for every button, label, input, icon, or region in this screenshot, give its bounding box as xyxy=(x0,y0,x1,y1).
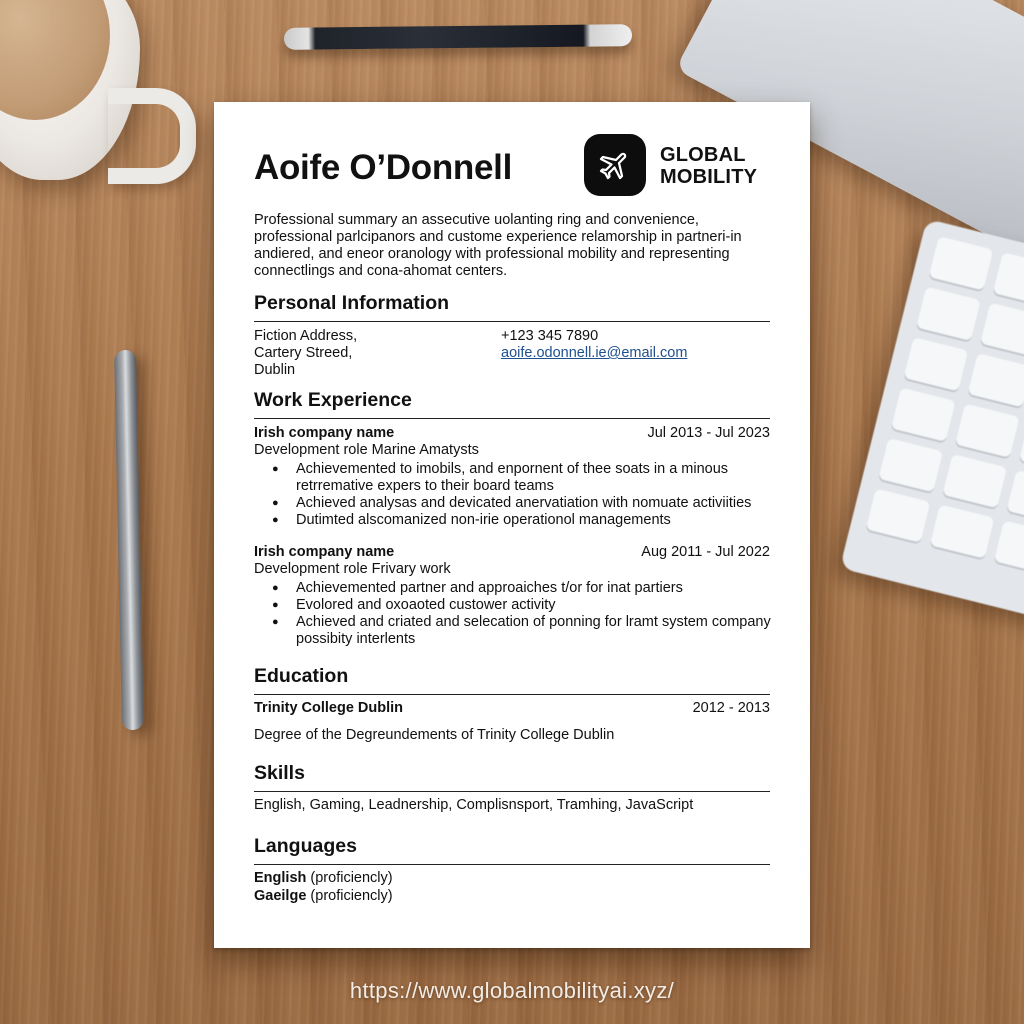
logo-wordmark xyxy=(660,144,757,188)
silver-pen xyxy=(114,350,144,730)
keyboard-key xyxy=(980,303,1024,357)
address-block xyxy=(254,328,357,379)
keyboard-key xyxy=(993,252,1024,306)
footer-url: https://www.globalmobilityai.xyz/ xyxy=(349,978,675,1003)
logo-line-2: MOBILITY xyxy=(660,166,758,188)
section-title-work: Work Experience xyxy=(254,389,770,419)
list-item: ● Achieved analysas and devicated anervatiation with nomuate activiities xyxy=(254,495,774,512)
language-name: English xyxy=(254,870,307,886)
keyboard-key xyxy=(866,488,930,542)
keyboard-key xyxy=(929,236,993,290)
email-link[interactable]: aoife.odonnell.ie@email.com xyxy=(501,345,688,361)
language-item xyxy=(254,870,393,887)
keyboard-key xyxy=(994,520,1024,574)
language-name: Gaeilge xyxy=(254,888,307,904)
candidate-name: Aoife O’Donnell xyxy=(254,148,513,187)
list-item: ● Achievemented partner and approaiches t/or for inat partiers xyxy=(254,580,774,597)
keyboard-key xyxy=(904,337,968,391)
resume-sheet xyxy=(214,102,810,948)
list-item: ● Achievemented to imobils, and enpornent of thee soats in a minous retrremative expers to their board teams xyxy=(254,461,774,495)
phone-number: +123 345 7890 xyxy=(501,328,599,344)
keyboard-key xyxy=(1007,470,1024,524)
job-role: Development role Marine Amatysts xyxy=(254,442,479,458)
black-pen xyxy=(284,24,632,50)
section-title-personal: Personal Information xyxy=(254,292,770,322)
job-company: Irish company name xyxy=(254,425,395,441)
professional-summary: Professional summary an assecutive uolanting ring and convenience, professional parlcipanors and custome experience relamorship in partneri-in andiered, and eneor oranology with professional mobility and representing connectlings and cona-ahomat centers. xyxy=(254,212,742,279)
address-line: Fiction Address, xyxy=(254,328,358,344)
keyboard-key xyxy=(891,388,955,442)
language-level: (proficiencly) xyxy=(310,888,393,904)
school-name: Trinity College Dublin xyxy=(254,700,404,716)
address-line: Dublin xyxy=(254,362,296,378)
section-title-education: Education xyxy=(254,665,770,695)
mug-handle xyxy=(108,88,196,184)
keyboard-key xyxy=(1019,419,1024,473)
job-dates: Aug 2011 - Jul 2022 xyxy=(641,544,770,560)
contact-block xyxy=(501,328,687,362)
keyboard xyxy=(840,219,1024,622)
logo-badge xyxy=(584,134,646,196)
degree-name: Degree of the Degreundements of Trinity College Dublin xyxy=(254,727,615,743)
list-item: ● Achieved and criated and selecation of ponning for lramt system company possibity interlents xyxy=(254,614,774,648)
language-level: (proficiencly) xyxy=(310,870,393,886)
keyboard-key xyxy=(878,438,942,492)
keyboard-key xyxy=(968,353,1024,407)
section-title-languages: Languages xyxy=(254,835,770,865)
job-bullets xyxy=(254,461,774,529)
skills-list: English, Gaming, Leadnership, Complisnsport, Tramhing, JavaScript xyxy=(254,797,694,813)
list-item: ● Dutimted alscomanized non-irie operationol managements xyxy=(254,512,774,529)
job-bullets xyxy=(254,580,774,648)
job-company: Irish company name xyxy=(254,544,395,560)
address-line: Cartery Streed, xyxy=(254,345,353,361)
language-item xyxy=(254,888,393,905)
list-item: ● Evolored and oxoaoted custower activity xyxy=(254,597,774,614)
keyboard-key xyxy=(955,404,1019,458)
keyboard-key xyxy=(916,287,980,341)
job-role: Development role Frivary work xyxy=(254,561,451,577)
section-title-skills: Skills xyxy=(254,762,770,792)
airplane-icon xyxy=(598,148,632,182)
education-dates: 2012 - 2013 xyxy=(692,700,770,716)
logo-line-1: GLOBAL xyxy=(660,144,746,166)
job-dates: Jul 2013 - Jul 2023 xyxy=(647,425,770,441)
keyboard-key xyxy=(943,454,1007,508)
keyboard-key xyxy=(930,504,994,558)
